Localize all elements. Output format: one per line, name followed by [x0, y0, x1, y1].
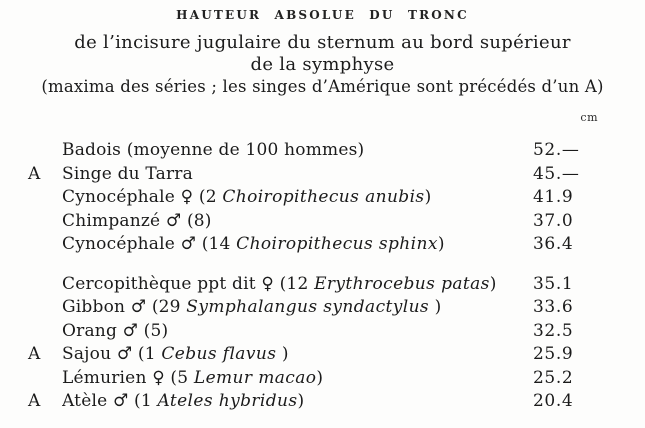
row-label-prefix: Cercopithèque ppt dit ♀ (12	[62, 273, 315, 294]
row-label	[62, 140, 533, 160]
row-label-suffix: )	[316, 367, 324, 388]
table-row	[0, 234, 645, 258]
america-marker: A	[28, 344, 41, 364]
row-value-cm: 25.9	[533, 344, 574, 364]
row-label	[62, 344, 533, 364]
row-value-cm: 32.5	[533, 320, 574, 341]
table-row	[0, 187, 645, 211]
row-label	[62, 187, 533, 207]
subtitle-line-2: de la symphyse	[250, 54, 395, 75]
row-label-suffix: )	[429, 297, 442, 317]
row-label-prefix: Orang ♂ (5)	[62, 320, 169, 341]
row-label	[62, 391, 533, 411]
table-row	[0, 344, 645, 368]
subtitle-line-1: de l’incisure jugulaire du sternum au bord supérieur	[74, 32, 571, 53]
table-row	[0, 297, 645, 321]
table-row	[0, 368, 645, 392]
species-name-italic: Erythrocebus patas	[314, 273, 490, 294]
row-label-prefix: Lémurien ♀ (5	[62, 367, 194, 388]
row-label-prefix: Singe du Tarra	[62, 163, 193, 184]
row-label	[62, 297, 533, 317]
measurement-table	[0, 140, 645, 415]
row-value-cm: 25.2	[533, 367, 574, 388]
row-label	[62, 274, 533, 294]
table-row	[0, 321, 645, 345]
row-value-cm: 36.4	[533, 234, 574, 254]
row-label-prefix: Cynocéphale ♀ (2	[62, 187, 223, 207]
row-label	[62, 164, 533, 184]
species-name-italic: Symphalangus syndactylus	[186, 297, 430, 317]
table-row	[0, 164, 645, 188]
species-name-italic: Choiropithecus sphinx	[236, 234, 438, 254]
row-label	[62, 321, 533, 341]
america-marker: A	[28, 163, 41, 184]
table-row	[0, 274, 645, 298]
row-label	[62, 368, 533, 388]
row-label-prefix: Cynocéphale ♂ (14	[62, 234, 237, 254]
row-value-cm: 52.—	[533, 140, 580, 160]
row-label-suffix: )	[489, 273, 497, 294]
row-value-cm: 45.—	[533, 163, 580, 184]
document-title: HAUTEUR ABSOLUE DU TRONC	[176, 8, 469, 22]
species-name-italic: Ateles hybridus	[157, 391, 298, 411]
row-label-prefix: Chimpanzé ♂ (8)	[62, 210, 212, 231]
row-value-cm: 35.1	[533, 273, 574, 294]
species-name-italic: Lemur macao	[193, 367, 317, 388]
table-row	[0, 140, 645, 164]
row-label-prefix: Gibbon ♂ (29	[62, 297, 187, 317]
species-name-italic: Choiropithecus anubis	[222, 187, 425, 207]
species-name-italic: Cebus flavus	[161, 344, 277, 364]
row-value-cm: 37.0	[533, 210, 574, 231]
row-label-suffix: )	[276, 344, 289, 364]
row-label-suffix: )	[437, 234, 445, 254]
series-note: (maxima des séries ; les singes d’Amérique sont précédés d’un A)	[41, 77, 604, 96]
row-label-prefix: Sajou ♂ (1	[62, 344, 162, 364]
row-label	[62, 211, 533, 231]
unit-label-cm: cm	[580, 111, 598, 124]
row-value-cm: 33.6	[533, 297, 574, 317]
table-row	[0, 211, 645, 235]
row-label-suffix: )	[297, 391, 305, 411]
table-row	[0, 391, 645, 415]
row-value-cm: 20.4	[533, 391, 574, 411]
row-label-prefix: Badois (moyenne de 100 hommes)	[62, 140, 365, 160]
row-label	[62, 234, 533, 254]
america-marker: A	[28, 391, 41, 411]
row-label-prefix: Atèle ♂ (1	[62, 391, 158, 411]
row-value-cm: 41.9	[533, 187, 574, 207]
row-label-suffix: )	[424, 187, 432, 207]
